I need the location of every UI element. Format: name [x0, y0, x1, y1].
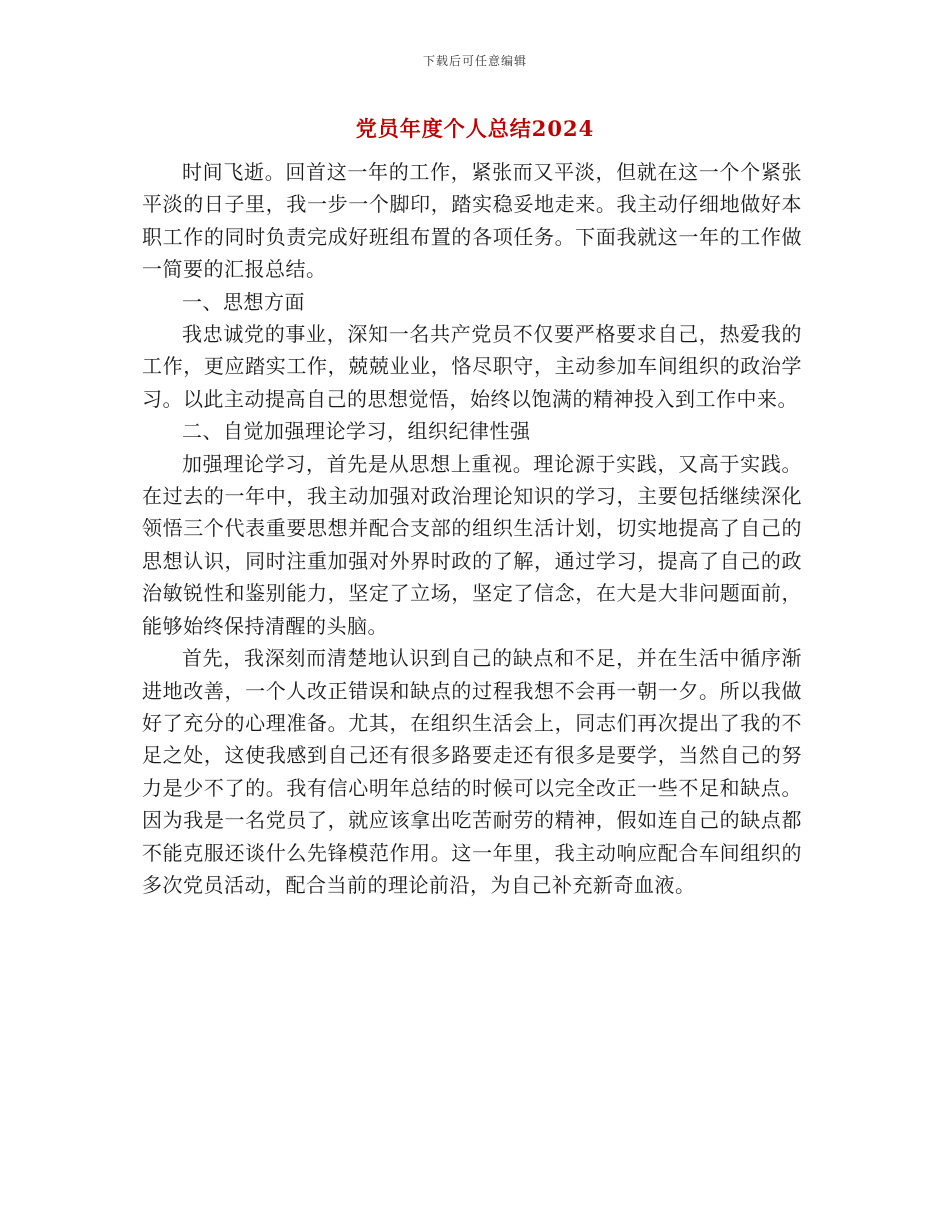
section-heading-1: 一、思想方面 [182, 289, 305, 314]
paragraph-self-improvement: 首先，我深刻而清楚地认识到自己的缺点和不足，并在生活中循序渐进地改善，一个人改正错误和缺点的过程我想不会再一朝一夕。所以我做好了充分的心理准备。尤其，在组织生活会上，同志们再次提出了我的不足之处，这使我感到自己还有很多路要走还有很多是要学，当然自己的努力是少不了的。我有信心明年总结的时候可以完全改正一些不足和缺点。因为我是一名党员了，就应该拿出吃苦耐劳的精神，假如连自己的缺点都不能克服还谈什么先锋模范作用。这一年里，我主动响应配合车间组织的多次党员活动，配合当前的理论前沿，为自己补充新奇血液。 [142, 646, 802, 897]
section-heading-2: 二、自觉加强理论学习，组织纪律性强 [182, 419, 531, 444]
paragraph-thought: 我忠诚党的事业，深知一名共产党员不仅要严格要求自己，热爱我的工作，更应踏实工作，兢兢业业，恪尽职守，主动参加车间组织的政治学习。以此主动提高自己的思想觉悟，始终以饱满的精神投入到工作中来。 [142, 322, 802, 411]
paragraph-theory-study: 加强理论学习，首先是从思想上重视。理论源于实践，又高于实践。在过去的一年中，我主动加强对政治理论知识的学习，主要包括继续深化领悟三个代表重要思想并配合支部的组织生活计划，切实地提高了自己的思想认识，同时注重加强对外界时政的了解，通过学习，提高了自己的政治敏锐性和鉴别能力，坚定了立场，坚定了信念，在大是大非问题面前，能够始终保持清醒的头脑。 [142, 451, 802, 638]
document-body [142, 156, 802, 901]
paragraph-intro: 时间飞逝。回首这一年的工作，紧张而又平淡，但就在这一个个紧张平淡的日子里，我一步一个脚印，踏实稳妥地走来。我主动仔细地做好本职工作的同时负责完成好班组布置的各项任务。下面我就这一年的工作做一简要的汇报总结。 [142, 160, 802, 282]
document-title: 党员年度个人总结2024 [355, 116, 595, 141]
header-note: 下载后可任意编辑 [422, 54, 527, 68]
